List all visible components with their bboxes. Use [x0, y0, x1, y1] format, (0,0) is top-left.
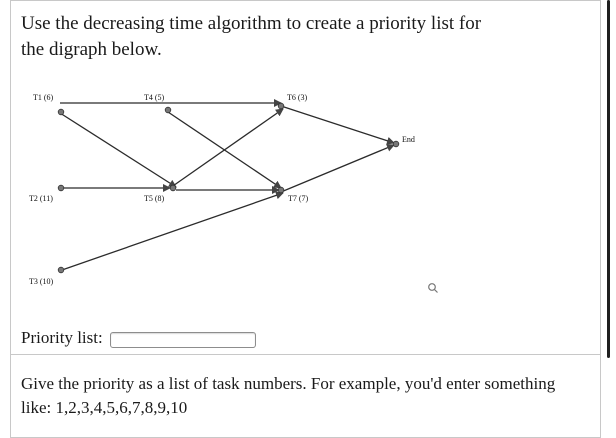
node-label-t2: T2 (11)	[29, 194, 53, 203]
search-icon[interactable]	[427, 282, 439, 294]
node-label-t3: T3 (10)	[29, 277, 54, 286]
node-label-end: End	[402, 135, 415, 144]
edge-t3-t7	[62, 193, 283, 270]
node-t1	[58, 109, 64, 115]
edge-t5-t6	[170, 109, 283, 188]
node-label-t1: T1 (6)	[33, 93, 54, 102]
question-text: Use the decreasing time algorithm to create a priority list for the digraph below.	[21, 13, 482, 60]
node-label-t6: T6 (3)	[287, 93, 308, 102]
node-t5	[170, 185, 176, 191]
node-end	[393, 141, 399, 147]
node-label-t4: T4 (5)	[144, 93, 165, 102]
node-label-t7: T7 (7)	[288, 194, 309, 203]
priority-list-label: Priority list:	[21, 328, 103, 347]
edge-t1-t7	[60, 113, 176, 187]
edge-t7-end	[281, 145, 394, 192]
node-t6	[278, 103, 284, 109]
node-label-t5: T5 (8)	[144, 194, 165, 203]
node-t4	[165, 107, 171, 113]
edge-t6-end	[281, 106, 394, 143]
node-t2	[58, 185, 64, 191]
priority-list-input[interactable]	[110, 332, 256, 348]
instructions-text: Give the priority as a list of task numbers. For example, you'd enter something like: 1,2,3,4,5,6,7,8,9,10	[21, 374, 556, 417]
node-t3	[58, 267, 64, 273]
divider	[10, 354, 601, 355]
node-t7	[278, 187, 284, 193]
scrollbar[interactable]	[607, 0, 610, 358]
